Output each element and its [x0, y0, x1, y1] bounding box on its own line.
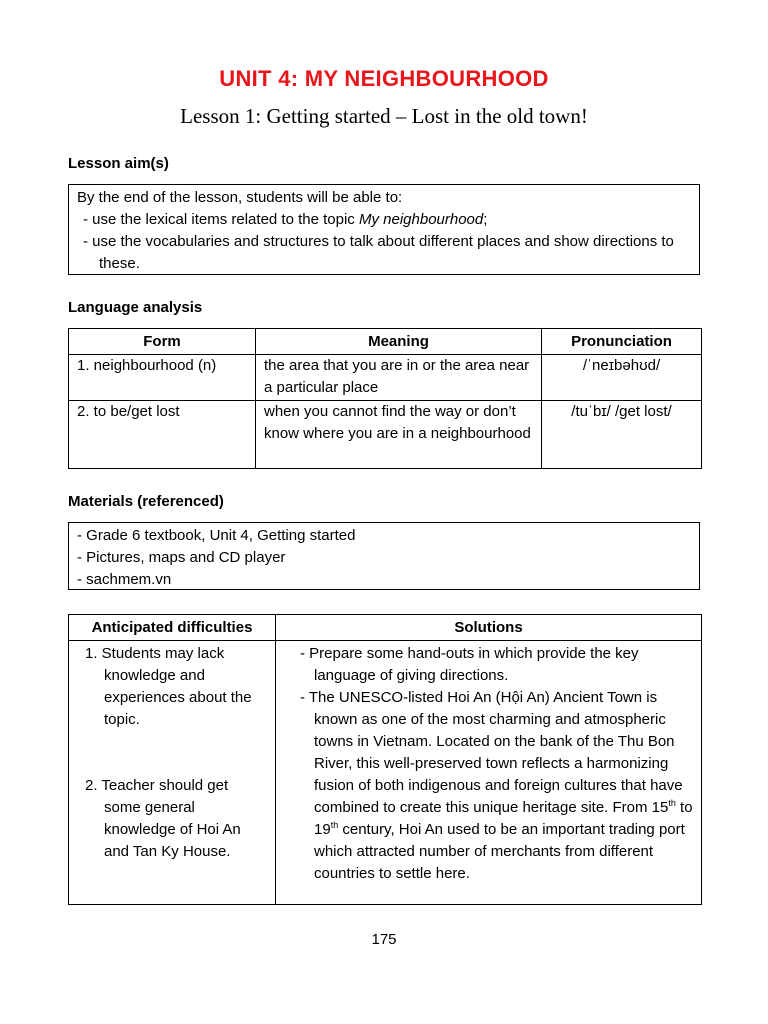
difficulties-table [68, 614, 702, 905]
form-cell: 1. neighbourhood (n) [69, 355, 256, 401]
solution-2-text-end: century, Hoi An used to be an important trading port which attracted number of merchants from different countries to settle here. [314, 821, 685, 882]
table-row [69, 641, 702, 905]
aims-item-1-suffix: ; [483, 211, 488, 228]
lesson-aims-box [68, 184, 700, 275]
ordinal-suffix: th [330, 820, 339, 830]
language-analysis-label: Language analysis [68, 299, 203, 316]
solution-2 [284, 687, 693, 885]
list-item: - Pictures, maps and CD player [77, 549, 286, 566]
aims-item-2: - use the vocabularies and structures to talk about different places and show directions to these. [83, 233, 674, 272]
aims-item-1-topic: My neighbourhood [358, 211, 484, 228]
form-cell: 2. to be/get lost [69, 401, 256, 469]
aims-item-1-prefix: - use the lexical items related to the topic [83, 211, 359, 228]
solutions-cell [276, 641, 702, 905]
materials-box [68, 522, 700, 590]
list-item: - Grade 6 textbook, Unit 4, Getting started [77, 527, 356, 544]
column-header-solutions: Solutions [276, 615, 702, 641]
unit-title: UNIT 4: MY NEIGHBOURHOOD [219, 66, 549, 91]
language-analysis-table [68, 328, 702, 469]
materials-label: Materials (referenced) [68, 493, 224, 510]
meaning-cell: the area that you are in or the area near a particular place [256, 355, 542, 401]
aims-intro: By the end of the lesson, students will be able to: [77, 189, 403, 206]
table-row [69, 355, 702, 401]
lesson-title: Lesson 1: Getting started – Lost in the old town! [180, 104, 588, 128]
column-header-form: Form [69, 329, 256, 355]
language-header-row [69, 329, 702, 355]
difficulty-2: 2. Teacher should get some general knowledge of Hoi An and Tan Ky House. [85, 777, 241, 860]
column-header-difficulties: Anticipated difficulties [69, 615, 276, 641]
difficulties-header-row [69, 615, 702, 641]
page-number: 175 [371, 931, 397, 948]
difficulties-cell [69, 641, 276, 905]
pronunciation-cell: /ˈneɪbəhʊd/ [542, 355, 702, 401]
lesson-aims-label: Lesson aim(s) [68, 155, 169, 172]
meaning-cell: when you cannot find the way or don’t know where you are in a neighbourhood [256, 401, 542, 469]
aims-item-1 [77, 209, 689, 231]
difficulty-1: 1. Students may lack knowledge and experiences about the topic. [85, 645, 252, 728]
column-header-pronunciation: Pronunciation [542, 329, 702, 355]
solution-2-text: - The UNESCO-listed Hoi An (Hội An) Ancient Town is known as one of the most charming and atmospheric towns in Vietnam. Located on the bank of the Thu Bon River, this well-preserved town reflects a harmonizing fusion of both indigenous and foreign cultures that have combined to create this unique heritage site. From 15 [300, 689, 683, 816]
solution-1: - Prepare some hand-outs in which provide the key language of giving directions. [300, 645, 639, 684]
column-header-meaning: Meaning [256, 329, 542, 355]
ordinal-suffix: th [668, 798, 676, 808]
solution-2-text-mid: to 19 [314, 799, 693, 838]
table-row [69, 401, 702, 469]
pronunciation-cell: /tuˈbɪ/ /get lost/ [542, 401, 702, 469]
list-item: - sachmem.vn [77, 571, 172, 588]
